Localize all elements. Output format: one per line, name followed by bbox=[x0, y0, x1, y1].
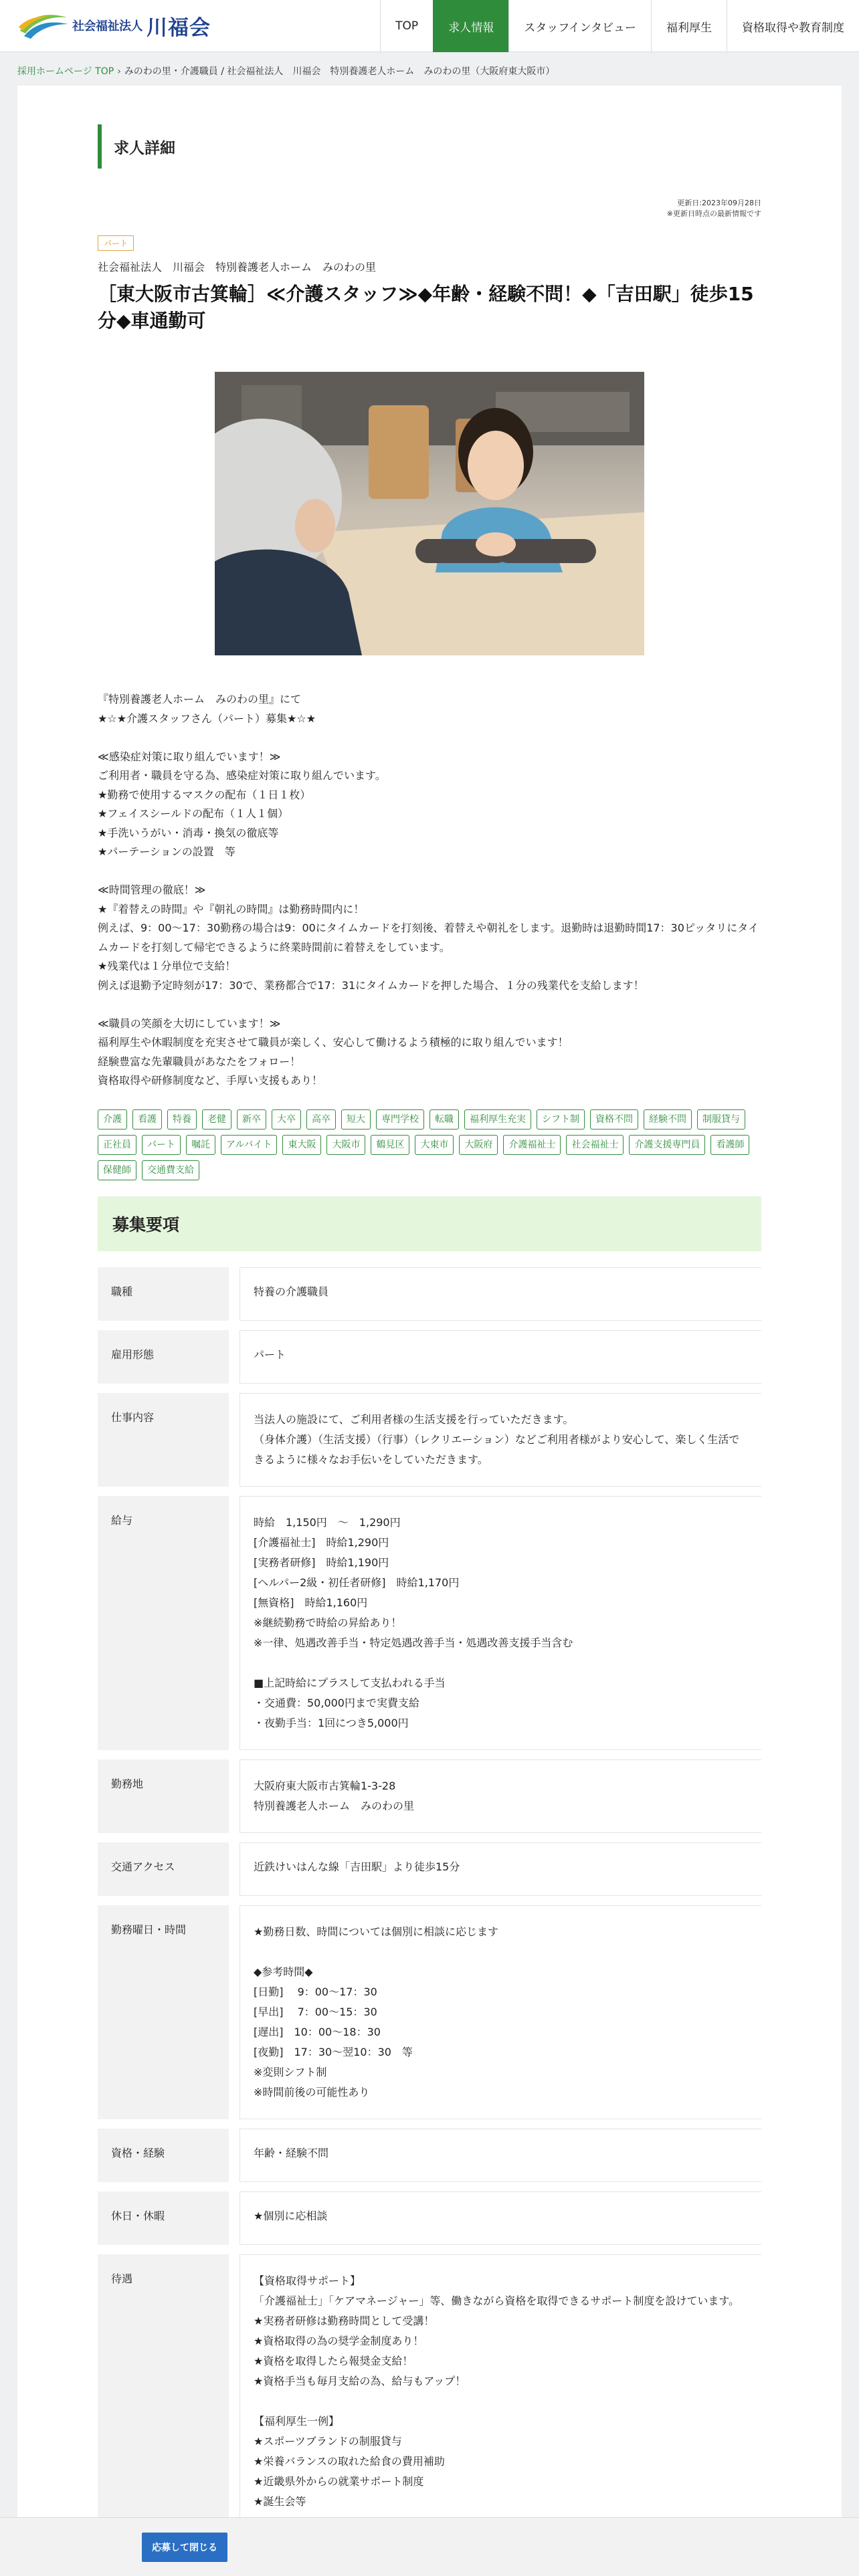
job-detail-content bbox=[98, 86, 761, 2538]
employment-type-badge: パート bbox=[98, 235, 134, 251]
requirement-value-line: 【資格取得サポート】 bbox=[254, 2274, 361, 2287]
requirement-label: 勤務曜日・時間 bbox=[98, 1905, 229, 2119]
requirement-value-line: ★栄養バランスの取れた給食の費用補助 bbox=[254, 2454, 445, 2468]
tag-item: 短大 bbox=[341, 1109, 371, 1130]
description-line: ≪時間管理の徹底！≫ bbox=[98, 883, 206, 896]
tag-item: パート bbox=[142, 1135, 181, 1155]
requirement-value bbox=[240, 1842, 761, 1896]
requirement-row bbox=[98, 1905, 761, 2119]
requirement-value-line: [ヘルパー2級・初任者研修] 時給1,170円 bbox=[254, 1576, 460, 1589]
requirement-value-line: （身体介護）（生活支援）（行事）（レクリエーション）などご利用者様がより安心して、楽しく生活できるように様々なお手伝いをしていただきます。 bbox=[254, 1432, 740, 1466]
tag-item: アルバイト bbox=[221, 1135, 277, 1155]
requirements-header: 募集要項 bbox=[98, 1196, 761, 1251]
requirement-value-line: ★勤務日数、時間については個別に相談に応じます bbox=[254, 1925, 499, 1938]
tag-item: 福利厚生充実 bbox=[464, 1109, 531, 1130]
requirement-value-line: ★実務者研修は勤務時間として受講！ bbox=[254, 2314, 435, 2327]
tag-item: 特養 bbox=[167, 1109, 197, 1130]
breadcrumb-home-link[interactable]: 採用ホームページ TOP bbox=[17, 66, 114, 77]
requirement-value-line: [夜勤] 17：30〜翌10：30 等 bbox=[254, 2045, 413, 2058]
apply-button[interactable]: 応募して閉じる bbox=[142, 2533, 227, 2562]
requirement-value-line: ★資格手当も毎月支給の為、給与もアップ！ bbox=[254, 2374, 466, 2387]
requirement-label: 仕事内容 bbox=[98, 1393, 229, 1487]
tag-item: 資格不問 bbox=[590, 1109, 638, 1130]
requirement-row bbox=[98, 1267, 761, 1321]
nav-item-top[interactable]: TOP bbox=[380, 0, 433, 52]
requirement-label: 職種 bbox=[98, 1267, 229, 1321]
job-description bbox=[98, 690, 761, 1091]
tag-item: 社会福祉士 bbox=[566, 1135, 624, 1155]
requirement-label: 待遇 bbox=[98, 2254, 229, 2529]
requirement-value-line bbox=[254, 2391, 748, 2411]
tag-item: 嘱託 bbox=[186, 1135, 215, 1155]
tag-item: 介護 bbox=[98, 1109, 127, 1130]
section-title: 求人詳細 bbox=[98, 124, 761, 169]
logo-name-text: 川福会 bbox=[147, 15, 211, 40]
tag-item: 大阪府 bbox=[459, 1135, 498, 1155]
requirement-value bbox=[240, 1905, 761, 2119]
tag-item: 専門学校 bbox=[376, 1109, 424, 1130]
tag-item: 新卒 bbox=[237, 1109, 266, 1130]
description-line: ★手洗いうがい・消毒・換気の徹底等 bbox=[98, 826, 279, 839]
tag-item: 大阪市 bbox=[326, 1135, 365, 1155]
nav-item-training[interactable]: 資格取得や教育制度 bbox=[727, 0, 859, 52]
requirement-value-line: [日勤] 9：00〜17：30 bbox=[254, 1985, 377, 1998]
tag-item: 正社員 bbox=[98, 1135, 136, 1155]
tag-item: シフト制 bbox=[537, 1109, 585, 1130]
global-nav bbox=[380, 0, 859, 52]
description-line: ★パーテーションの設置 等 bbox=[98, 845, 235, 858]
requirement-value-line: 近鉄けいはんな線「吉田駅」より徒歩15分 bbox=[254, 1860, 460, 1873]
requirement-row bbox=[98, 1393, 761, 1487]
tag-item: 東大阪 bbox=[282, 1135, 321, 1155]
requirement-value-line: 特別養護老人ホーム みのわの里 bbox=[254, 1799, 415, 1812]
logo-small-text: 社会福祉法人 bbox=[72, 19, 142, 33]
requirement-value-line: [早出] 7：00〜15：30 bbox=[254, 2005, 377, 2018]
description-line: 『特別養護老人ホーム みのわの里』にて bbox=[98, 693, 302, 706]
requirement-value-line: ※時間前後の可能性あり bbox=[254, 2085, 370, 2099]
nav-item-staff-interview[interactable]: スタッフインタビュー bbox=[508, 0, 651, 52]
requirement-value-line: ・交通費：50,000円まで実費支給 bbox=[254, 1696, 419, 1709]
requirement-value-line: ★資格を取得したら報奨金支給！ bbox=[254, 2354, 413, 2367]
requirement-row bbox=[98, 2254, 761, 2529]
requirement-value-line: [実務者研修] 時給1,190円 bbox=[254, 1555, 389, 1569]
requirement-value bbox=[240, 1759, 761, 1833]
description-line: ★残業代は１分単位で支給！ bbox=[98, 960, 236, 972]
apply-footer-bar bbox=[0, 2517, 859, 2576]
description-line: 資格取得や研修制度など、手厚い支援もあり！ bbox=[98, 1074, 323, 1087]
tag-item: 経験不問 bbox=[644, 1109, 692, 1130]
requirement-label: 給与 bbox=[98, 1496, 229, 1750]
requirement-value-line: 【福利厚生一例】 bbox=[254, 2414, 340, 2428]
tag-item: 転職 bbox=[430, 1109, 459, 1130]
tag-item: 鶴見区 bbox=[371, 1135, 409, 1155]
requirement-value-line: ・夜勤手当：1回につき5,000円 bbox=[254, 1716, 409, 1729]
requirement-value-line: ※継続勤務で時給の昇給あり！ bbox=[254, 1616, 402, 1629]
requirement-value-line: 特養の介護職員 bbox=[254, 1285, 329, 1298]
requirement-value-line: 時給 1,150円 〜 1,290円 bbox=[254, 1515, 401, 1529]
caregiver-photo-illustration bbox=[215, 372, 644, 655]
description-line bbox=[98, 862, 761, 881]
requirement-value-line: [無資格] 時給1,160円 bbox=[254, 1596, 368, 1609]
site-header bbox=[0, 0, 859, 52]
updated-note: ※更新日時点の最新情報です bbox=[666, 209, 761, 218]
tag-item: 大東市 bbox=[415, 1135, 454, 1155]
requirement-value bbox=[240, 2191, 761, 2245]
breadcrumb-current: みのわの里・介護職員 / 社会福祉法人 川福会 特別養護老人ホーム みのわの里（大阪府東大阪市） bbox=[124, 66, 555, 77]
description-line: ご利用者・職員を守る為、感染症対策に取り組んでいます。 bbox=[98, 769, 386, 782]
requirement-value-line: ◆参考時間◆ bbox=[254, 1965, 313, 1978]
requirement-row bbox=[98, 2191, 761, 2245]
requirement-row bbox=[98, 1496, 761, 1750]
requirement-value bbox=[240, 1393, 761, 1487]
tag-item: 看護師 bbox=[710, 1135, 749, 1155]
job-detail-card bbox=[17, 86, 842, 2576]
requirement-value-line: [遅出] 10：00〜18：30 bbox=[254, 2025, 381, 2038]
site-logo[interactable] bbox=[17, 11, 211, 40]
requirement-row bbox=[98, 1759, 761, 1833]
requirement-value-line: 年齢・経験不問 bbox=[254, 2146, 329, 2159]
description-line: ≪職員の笑顔を大切にしています！≫ bbox=[98, 1016, 281, 1030]
requirements-table bbox=[98, 1267, 761, 2529]
job-photo bbox=[215, 372, 644, 655]
requirement-value-line bbox=[254, 1942, 748, 1962]
description-line: 福利厚生や休暇制度を充実させて職員が楽しく、安心して働けるよう積極的に取り組んでいます！ bbox=[98, 1036, 569, 1049]
description-line: ★勤務で使用するマスクの配布（１日１枚） bbox=[98, 788, 311, 801]
updated-info bbox=[98, 198, 761, 219]
tag-item: 介護支援専門員 bbox=[629, 1135, 705, 1155]
company-name: 社会福祉法人 川福会 特別養護老人ホーム みのわの里 bbox=[98, 261, 377, 274]
tag-list bbox=[98, 1109, 761, 1180]
tag-item: 高卒 bbox=[306, 1109, 336, 1130]
breadcrumb-separator: › bbox=[117, 66, 121, 77]
requirement-value-line: ★誕生会等 bbox=[254, 2494, 306, 2508]
requirement-value-line: ※一律、処遇改善手当・特定処遇改善手当・処遇改善支援手当含む bbox=[254, 1636, 573, 1649]
requirement-value-line: 当法人の施設にて、ご利用者様の生活支援を行っていただきます。 bbox=[254, 1412, 574, 1426]
requirement-value bbox=[240, 1267, 761, 1321]
tag-item: 老健 bbox=[202, 1109, 231, 1130]
requirement-value-line: 「介護福祉士」「ケアマネージャー」等、働きながら資格を取得できるサポート制度を設けています。 bbox=[254, 2294, 740, 2307]
requirement-value-line bbox=[254, 1653, 748, 1673]
description-line: ★『着替えの時間』や『朝礼の時間』は勤務時間内に！ bbox=[98, 902, 365, 916]
tag-item: 看護 bbox=[132, 1109, 162, 1130]
job-title: ［東大阪市古箕輪］≪介護スタッフ≫◆年齢・経験不問！◆「吉田駅」徒歩15分◆車通勤可 bbox=[98, 283, 754, 332]
requirement-value-line: ★スポーツブランドの制服貸与 bbox=[254, 2434, 402, 2448]
requirement-value bbox=[240, 2254, 761, 2529]
requirement-value-line: ★近畿県外からの就業サポート制度 bbox=[254, 2474, 424, 2488]
requirement-value-line: 大阪府東大阪市古箕輪1-3-28 bbox=[254, 1779, 396, 1792]
tag-item: 大卒 bbox=[272, 1109, 301, 1130]
requirement-value bbox=[240, 2129, 761, 2182]
description-line: ★フェイスシールドの配布（１人１個） bbox=[98, 807, 289, 820]
requirement-label: 資格・経験 bbox=[98, 2129, 229, 2182]
requirement-value-line: ■上記時給にプラスして支払われる手当 bbox=[254, 1676, 446, 1689]
tag-item: 制服貸与 bbox=[697, 1109, 745, 1130]
requirement-label: 雇用形態 bbox=[98, 1330, 229, 1384]
requirement-label: 交通アクセス bbox=[98, 1842, 229, 1896]
requirement-value-line: ★個別に応相談 bbox=[254, 2209, 328, 2222]
tag-item: 保健師 bbox=[98, 1160, 136, 1180]
requirement-row bbox=[98, 1330, 761, 1384]
description-line: 経験豊富な先輩職員があなたをフォロー！ bbox=[98, 1055, 301, 1068]
logo-swoosh-icon bbox=[17, 11, 70, 40]
description-line: 例えば退勤予定時刻が17：30で、業務都合で17：31にタイムカードを押した場合、１分の残業代を支給します！ bbox=[98, 978, 644, 992]
requirement-value-line: ★資格取得の為の奨学金制度あり！ bbox=[254, 2334, 424, 2347]
nav-item-benefits[interactable]: 福利厚生 bbox=[651, 0, 727, 52]
description-line bbox=[98, 995, 761, 1014]
description-line: ★☆★介護スタッフさん（パート）募集★☆★ bbox=[98, 712, 316, 725]
requirement-value-line: パート bbox=[254, 1348, 286, 1361]
tag-item: 交通費支給 bbox=[142, 1160, 199, 1180]
requirement-row bbox=[98, 1842, 761, 1896]
nav-item-jobs[interactable]: 求人情報 bbox=[433, 0, 508, 52]
description-line bbox=[98, 728, 761, 748]
description-line: 例えば、9：00〜17：30勤務の場合は9：00にタイムカードを打刻後、着替えや朝礼をします。退勤時は退勤時間17：30ピッタリにタイムカードを打刻して帰宅できるように終業時間前に着替えをしています。 bbox=[98, 922, 759, 954]
tag-item: 介護福祉士 bbox=[503, 1135, 561, 1155]
requirement-value-line: [介護福祉士] 時給1,290円 bbox=[254, 1535, 389, 1549]
requirement-label: 勤務地 bbox=[98, 1759, 229, 1833]
requirement-row bbox=[98, 2129, 761, 2182]
requirement-value bbox=[240, 1496, 761, 1750]
updated-date: 更新日:2023年09月28日 bbox=[677, 199, 761, 207]
requirement-value-line: ※変則シフト制 bbox=[254, 2065, 327, 2078]
breadcrumb bbox=[17, 64, 555, 78]
requirement-value bbox=[240, 1330, 761, 1384]
requirement-label: 休日・休暇 bbox=[98, 2191, 229, 2245]
description-line: ≪感染症対策に取り組んでいます！≫ bbox=[98, 750, 281, 763]
